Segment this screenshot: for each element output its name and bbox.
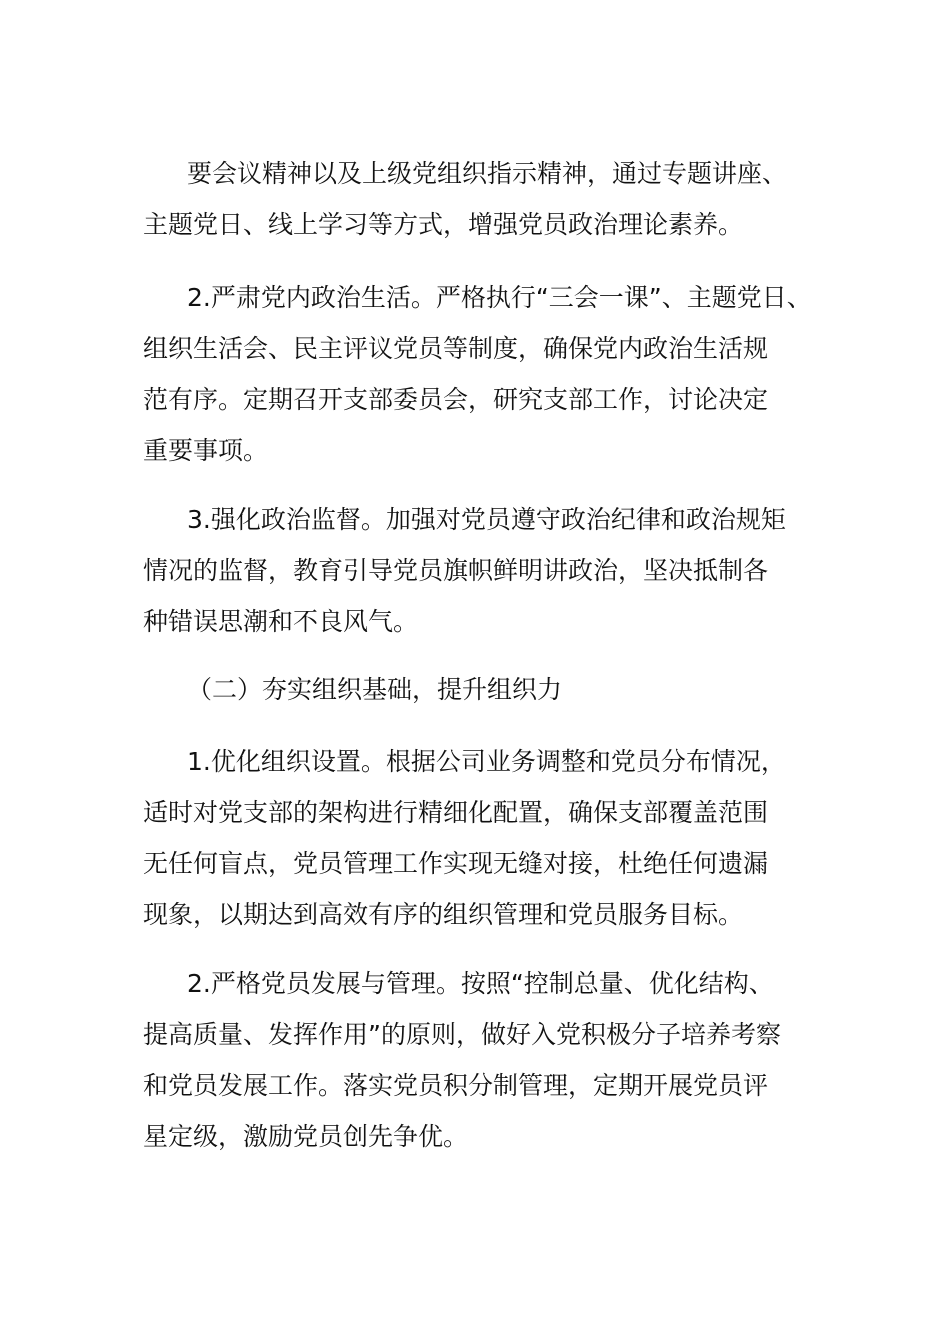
text-line: 适时对党支部的架构进行精细化配置，确保支部覆盖范围 — [143, 798, 769, 827]
paragraph-member-management — [143, 958, 823, 1162]
text-line: 要会议精神以及上级党组织指示精神，通过专题讲座、 — [187, 159, 788, 188]
text-line: 和党员发展工作。落实党员积分制管理，定期开展党员评 — [143, 1071, 769, 1100]
text-line: 2.严格党员发展与管理。按照“控制总量、优化结构、 — [187, 969, 774, 998]
text-line: 3.强化政治监督。加强对党员遵守政治纪律和政治规矩 — [187, 505, 786, 534]
paragraph-party-life — [143, 272, 823, 476]
section-heading — [143, 664, 823, 715]
text-line: 主题党日、线上学习等方式，增强党员政治理论素养。 — [143, 210, 744, 239]
text-line: 提高质量、发挥作用”的原则，做好入党积极分子培养考察 — [143, 1020, 781, 1049]
text-line: 1.优化组织设置。根据公司业务调整和党员分布情况， — [187, 747, 786, 776]
text-line: 2.严肃党内政治生活。严格执行“三会一课”、主题党日、 — [187, 283, 812, 312]
text-line: 组织生活会、民主评议党员等制度，确保党内政治生活规 — [143, 334, 769, 363]
text-line: 范有序。定期召开支部委员会，研究支部工作，讨论决定 — [143, 385, 769, 414]
text-line: 重要事项。 — [143, 436, 269, 465]
text-line: 种错误思潮和不良风气。 — [143, 607, 419, 636]
paragraph-organization-setup — [143, 736, 823, 940]
paragraph-political-study — [143, 148, 823, 250]
text-line: 现象，以期达到高效有序的组织管理和党员服务目标。 — [143, 900, 744, 929]
text-line: 星定级，激励党员创先争优。 — [143, 1122, 469, 1151]
text-line: 情况的监督，教育引导党员旗帜鲜明讲政治，坚决抵制各 — [143, 556, 769, 585]
text-line: 无任何盲点，党员管理工作实现无缝对接，杜绝任何遗漏 — [143, 849, 769, 878]
paragraph-political-supervision — [143, 494, 823, 647]
section-heading-text: （二）夯实组织基础，提升组织力 — [187, 675, 563, 704]
